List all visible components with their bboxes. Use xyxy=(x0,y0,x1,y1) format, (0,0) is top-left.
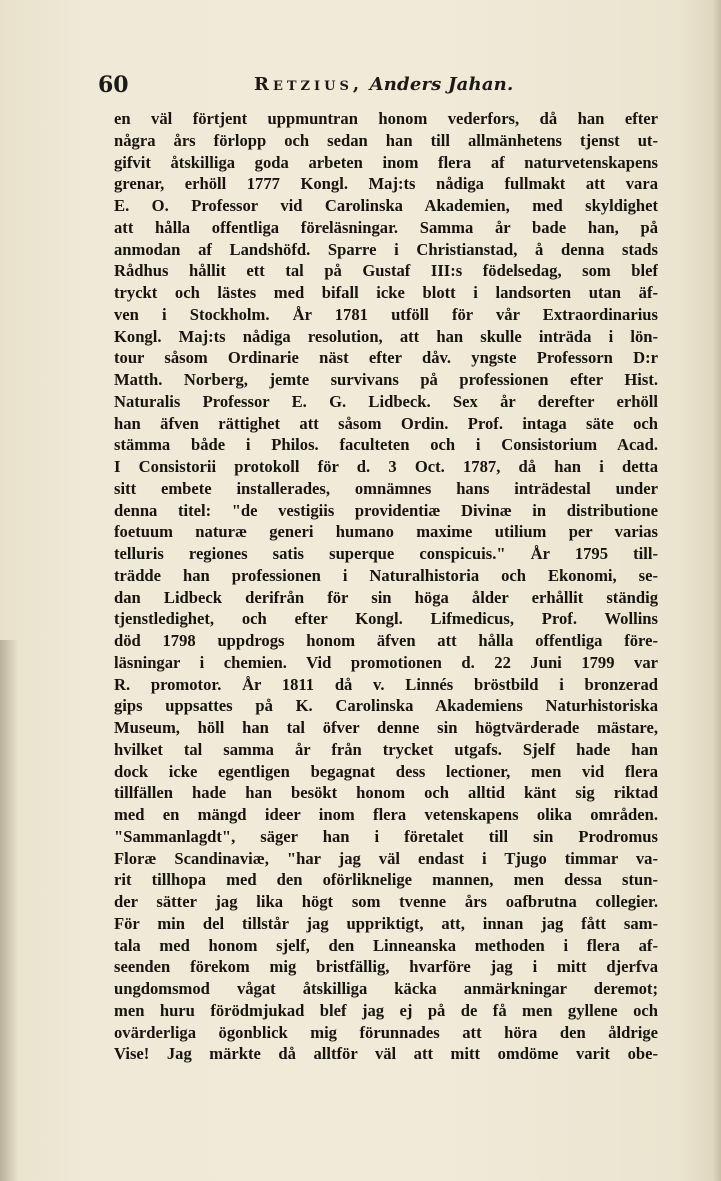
text-line: en väl förtjent uppmuntran honom vederfors, då han efter xyxy=(114,109,658,128)
running-title-given-name: Anders Jahan. xyxy=(369,74,514,95)
running-title-author: Retzius, xyxy=(254,74,364,95)
binding-shadow xyxy=(0,640,18,1181)
text-line: dan Lidbeck derifrån för sin höga ålder erhållit ständig xyxy=(114,587,658,607)
text-line: Matth. Norberg, jemte survivans på professionen efter Hist. xyxy=(114,370,658,389)
text-line: denna titel: "de vestigiis providentiæ Divinæ in distributione xyxy=(114,500,658,520)
text-line: hvilket tal samma år från trycket utgafs. Sjelf hade han xyxy=(114,739,658,759)
running-title xyxy=(254,74,513,95)
text-line: tour såsom Ordinarie näst efter dåv. yngste Professorn D:r xyxy=(114,348,658,368)
text-line: gips uppsattes på K. Carolinska Akademiens Naturhistoriska xyxy=(114,696,658,716)
text-line: R. promotor. År 1811 då v. Linnés bröstbild i bronzerad xyxy=(114,674,658,694)
text-line: några års förlopp och sedan han till allmänhetens tjenst ut- xyxy=(114,130,658,150)
text-line: tillfällen hade han besökt honom och alltid känt sig riktad xyxy=(114,783,658,803)
text-line: der sätter jag lika högt som tvenne års oafbrutna collegier. xyxy=(114,892,658,911)
text-line: han äfven rättighet att såsom Ordin. Prof. intaga säte och xyxy=(114,413,658,433)
text-line: tryckt och lästes med bifall icke blott i landsorten utan äf- xyxy=(114,283,658,302)
text-line: Floræ Scandinaviæ, "har jag väl endast i Tjugo timmar va- xyxy=(114,848,658,868)
page-header xyxy=(98,72,658,104)
text-line: Kongl. Maj:ts nådiga resolution, att han skulle inträda i lön- xyxy=(114,326,658,346)
text-line: dock icke egentligen begagnat dess lectioner, men vid flera xyxy=(114,761,658,781)
text-line: tala med honom sjelf, den Linneanska methoden i flera af- xyxy=(114,935,658,955)
text-line: Rådhus hållit ett tal på Gustaf III:s födelsedag, som blef xyxy=(114,261,658,281)
text-line: foetuum naturæ generi humano maxime utilium per varias xyxy=(114,522,658,542)
page-number: 60 xyxy=(98,72,129,98)
text-line: läsningar i chemien. Vid promotionen d. 22 Juni 1799 var xyxy=(114,652,658,672)
text-line: sitt embete installerades, omnämnes hans inträdestal under xyxy=(114,478,658,498)
text-line: seenden förekom mig bristfällig, hvarföre jag i mitt djerfva xyxy=(114,957,658,977)
text-line: trädde han professionen i Naturalhistoria och Ekonomi, se- xyxy=(114,565,658,585)
text-line: telluris regiones satis superque conspicuis." År 1795 till- xyxy=(114,544,658,563)
text-line: men huru förödmjukad blef jag ej på de få men gyllene och xyxy=(114,1000,658,1020)
text-line: ven i Stockholm. År 1781 utföll för vår Extraordinarius xyxy=(114,304,658,324)
text-line: grenar, erhöll 1777 Kongl. Maj:ts nådiga fullmakt att vara xyxy=(114,174,658,194)
text-line: Museum, höll han tal öfver denne sin högtvärderade mästare, xyxy=(114,718,658,737)
text-line: ovärderliga ögonblick mig förunnades att höra den åldrige xyxy=(114,1022,658,1042)
page-edge-shadow xyxy=(713,0,721,1181)
text-line: tjenstledighet, och efter Kongl. Lifmedicus, Prof. Wollins xyxy=(114,609,658,629)
text-line: I Consistorii protokoll för d. 3 Oct. 1787, då han i detta xyxy=(114,457,658,476)
text-line: gifvit åtskilliga goda arbeten inom flera af naturvetenskapens xyxy=(114,152,658,172)
text-line: med en mängd ideer inom flera vetenskapens olika områden. xyxy=(114,805,658,824)
text-line: att hålla offentliga föreläsningar. Samma år bade han, på xyxy=(114,217,658,237)
text-line: död 1798 uppdrogs honom äfven att hålla offentliga före- xyxy=(114,631,658,650)
text-line: stämma både i Philos. faculteten och i Consistorium Acad. xyxy=(114,435,658,455)
text-line: ungdomsmod vågat åtskilliga käcka anmärkningar deremot; xyxy=(114,979,658,998)
text-line: Vise! Jag märkte då alltför väl att mitt omdöme varit obe- xyxy=(114,1044,658,1064)
body-text xyxy=(114,108,658,1065)
text-line: rit tillhopa med den oförliknelige mannen, men dessa stun- xyxy=(114,870,658,890)
text-line: E. O. Professor vid Carolinska Akademien, med skyldighet xyxy=(114,196,658,215)
text-line: För min del tillstår jag uppriktigt, att, innan jag fått sam- xyxy=(114,913,658,933)
text-line: "Sammanlagdt", säger han i företalet till sin Prodromus xyxy=(114,826,658,846)
text-line: Naturalis Professor E. G. Lidbeck. Sex år derefter erhöll xyxy=(114,391,658,411)
text-line: anmodan af Landshöfd. Sparre i Christianstad, å denna stads xyxy=(114,239,658,259)
